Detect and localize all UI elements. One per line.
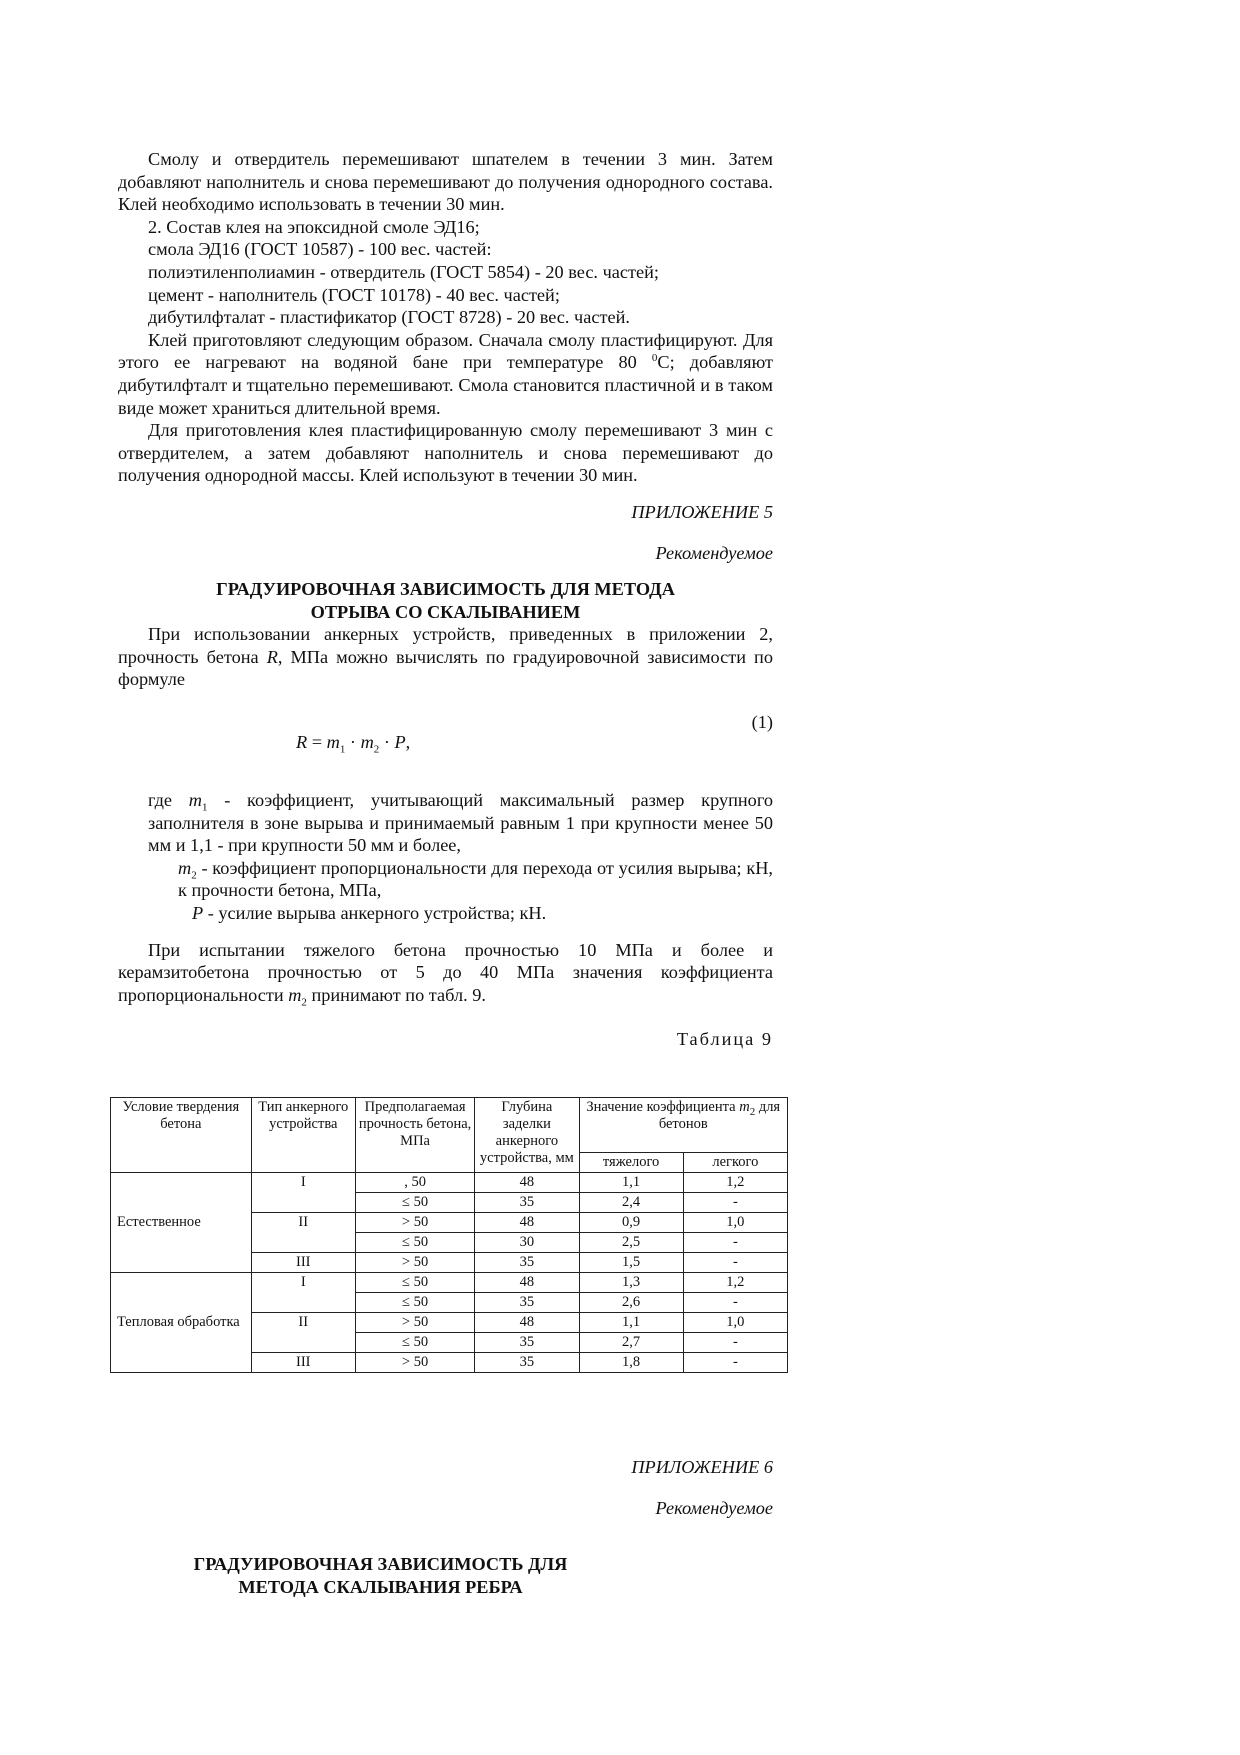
cell-depth: 35 [475,1293,579,1313]
cell-anchor-type: III [251,1253,355,1273]
paragraph-preparation: Клей приготовляют следующим образом. Сначала смолу пластифицируют. Для этого ее нагревают на водяной бане при температуре 80 $^0$С; добавляют дибутилфталт и тщательно перемешивают. Смола становится пластичной и в таком виде может храниться длительной время. [118,329,773,418]
paragraph-anchor-devices: При использовании анкерных устройств, приведенных в приложении 2, прочность бетона R, МПа можно вычислять по градуировочной зависимости по формуле [118,624,773,690]
cell-depth: 48 [475,1213,579,1233]
document-page [118,148,773,1051]
cell-light: 1,0 [683,1313,787,1333]
table-body [111,1173,788,1373]
cell-depth: 30 [475,1233,579,1253]
cell-anchor-type: III [251,1353,355,1373]
header-depth: Глубина заделки анкерного устройства, мм [475,1098,579,1173]
header-condition: Условие твердения бетона [111,1098,252,1173]
cell-strength: > 50 [355,1353,474,1373]
cell-anchor-type [251,1333,355,1353]
table-header-row [111,1098,788,1153]
paragraph-plasticizer: дибутилфталат - пластификатор (ГОСТ 8728) - 20 вес. частей. [148,307,630,328]
cell-strength: ≤ 50 [355,1333,474,1353]
cell-anchor-type: I [251,1173,355,1193]
cell-light: - [683,1353,787,1373]
cell-light: 1,2 [683,1173,787,1193]
paragraph-composition-title: 2. Состав клея на эпоксидной смоле ЭД16; [148,216,480,237]
cell-anchor-type [251,1233,355,1253]
cell-heavy: 2,7 [579,1333,683,1353]
cell-depth: 48 [475,1173,579,1193]
cell-strength: ≤ 50 [355,1193,474,1213]
appendix6-title-line2: МЕТОДА СКАЛЫВАНИЯ РЕБРА [238,1576,523,1597]
cell-light: - [683,1333,787,1353]
cell-light: - [683,1193,787,1213]
table-row [111,1173,788,1193]
cell-heavy: 0,9 [579,1213,683,1233]
header-coefficient: Значение коэффициента $m_2$ для бетонов [579,1098,788,1153]
paragraph-testing: При испытании тяжелого бетона прочностью 10 МПа и более и керамзитобетона прочностью от 5 до 40 МПа значения коэффициента пропорциональности $m_2$ принимают по табл. 9. [118,939,773,1009]
cell-heavy: 2,4 [579,1193,683,1213]
legend-m2: $m_2$ - коэффициент пропорциональности для перехода от усилия вырыва; кН, к прочности бетона, МПа, [178,857,773,901]
appendix6-block [118,1456,773,1598]
cell-depth: 35 [475,1253,579,1273]
cell-strength: > 50 [355,1213,474,1233]
formula-block [118,711,773,771]
header-anchor-type: Тип анкерного устройства [251,1098,355,1173]
paragraph-hardener: полиэтиленполиамин - отвердитель (ГОСТ 5854) - 20 вес. частей; [148,261,659,282]
cell-light: - [683,1233,787,1253]
cell-light: 1,0 [683,1213,787,1233]
table-row [111,1273,788,1293]
cell-heavy: 1,8 [579,1353,683,1373]
appendix6-label: ПРИЛОЖЕНИЕ 6 [631,1457,773,1477]
cell-light: - [683,1253,787,1273]
paragraph-glue-use: Для приготовления клея пластифицированную смолу перемешивают 3 мин с отвердителем, а затем добавляют наполнитель и снова перемешивают до получения однородной массы. Клей используют в течении 30 мин. [118,420,773,486]
cell-heavy: 1,1 [579,1313,683,1333]
cell-heavy: 1,1 [579,1173,683,1193]
cell-depth: 35 [475,1353,579,1373]
cell-strength: > 50 [355,1313,474,1333]
table-9 [110,1097,788,1373]
paragraph-filler: цемент - наполнитель (ГОСТ 10178) - 40 вес. частей; [148,284,560,305]
cell-anchor-type: II [251,1313,355,1333]
cell-heavy: 1,5 [579,1253,683,1273]
appendix5-title-line2: ОТРЫВА СО СКАЛЫВАНИЕМ [310,601,581,622]
appendix6-status: Рекомендуемое [655,1497,773,1518]
cell-strength: ≤ 50 [355,1273,474,1293]
cell-anchor-type [251,1193,355,1213]
cell-heavy: 2,5 [579,1233,683,1253]
legend-m1: где $m_1$ - коэффициент, учитывающий максимальный размер крупного заполнителя в зоне вырыва и принимаемый равным 1 при крупности менее 50 мм и 1,1 - при крупности 50 мм и более, [148,790,773,856]
cell-heavy: 1,3 [579,1273,683,1293]
appendix5-status: Рекомендуемое [655,542,773,563]
cell-strength: ≤ 50 [355,1233,474,1253]
header-light: легкого [683,1153,787,1173]
cell-strength: > 50 [355,1253,474,1273]
formula-number: (1) [751,712,773,733]
cell-strength: ≤ 50 [355,1293,474,1313]
cell-strength: , 50 [355,1173,474,1193]
header-heavy: тяжелого [579,1153,683,1173]
cell-anchor-type [251,1293,355,1313]
cell-anchor-type: I [251,1273,355,1293]
paragraph-mixing: Смолу и отвердитель перемешивают шпателем в течении 3 мин. Затем добавляют наполнитель и снова перемешивают до получения однородного состава. Клей необходимо использовать в течении 30 мин. [118,149,773,215]
appendix5-title-line1: ГРАДУИРОВОЧНАЯ ЗАВИСИМОСТЬ ДЛЯ МЕТОДА [216,579,675,600]
formula-1: $R = m_1 \cdot m_2 \cdot P$, [296,732,411,756]
cell-light: - [683,1293,787,1313]
cell-light: 1,2 [683,1273,787,1293]
formula-legend [118,789,773,925]
appendix6-title-line1: ГРАДУИРОВОЧНАЯ ЗАВИСИМОСТЬ ДЛЯ [193,1554,568,1575]
header-strength: Предполагаемая прочность бетона, МПа [355,1098,474,1173]
cell-heavy: 2,6 [579,1293,683,1313]
paragraph-resin: смола ЭД16 (ГОСТ 10587) - 100 вес. частей: [148,239,492,260]
appendix5-label: ПРИЛОЖЕНИЕ 5 [631,501,773,522]
cell-depth: 35 [475,1193,579,1213]
cell-condition: Тепловая обработка [111,1273,252,1373]
cell-depth: 48 [475,1313,579,1333]
legend-p: P - усилие вырыва анкерного устройства; кН. [192,903,547,924]
cell-depth: 35 [475,1333,579,1353]
cell-depth: 48 [475,1273,579,1293]
table9-caption: Таблица 9 [676,1029,773,1050]
cell-condition: Естественное [111,1173,252,1273]
cell-anchor-type: II [251,1213,355,1233]
